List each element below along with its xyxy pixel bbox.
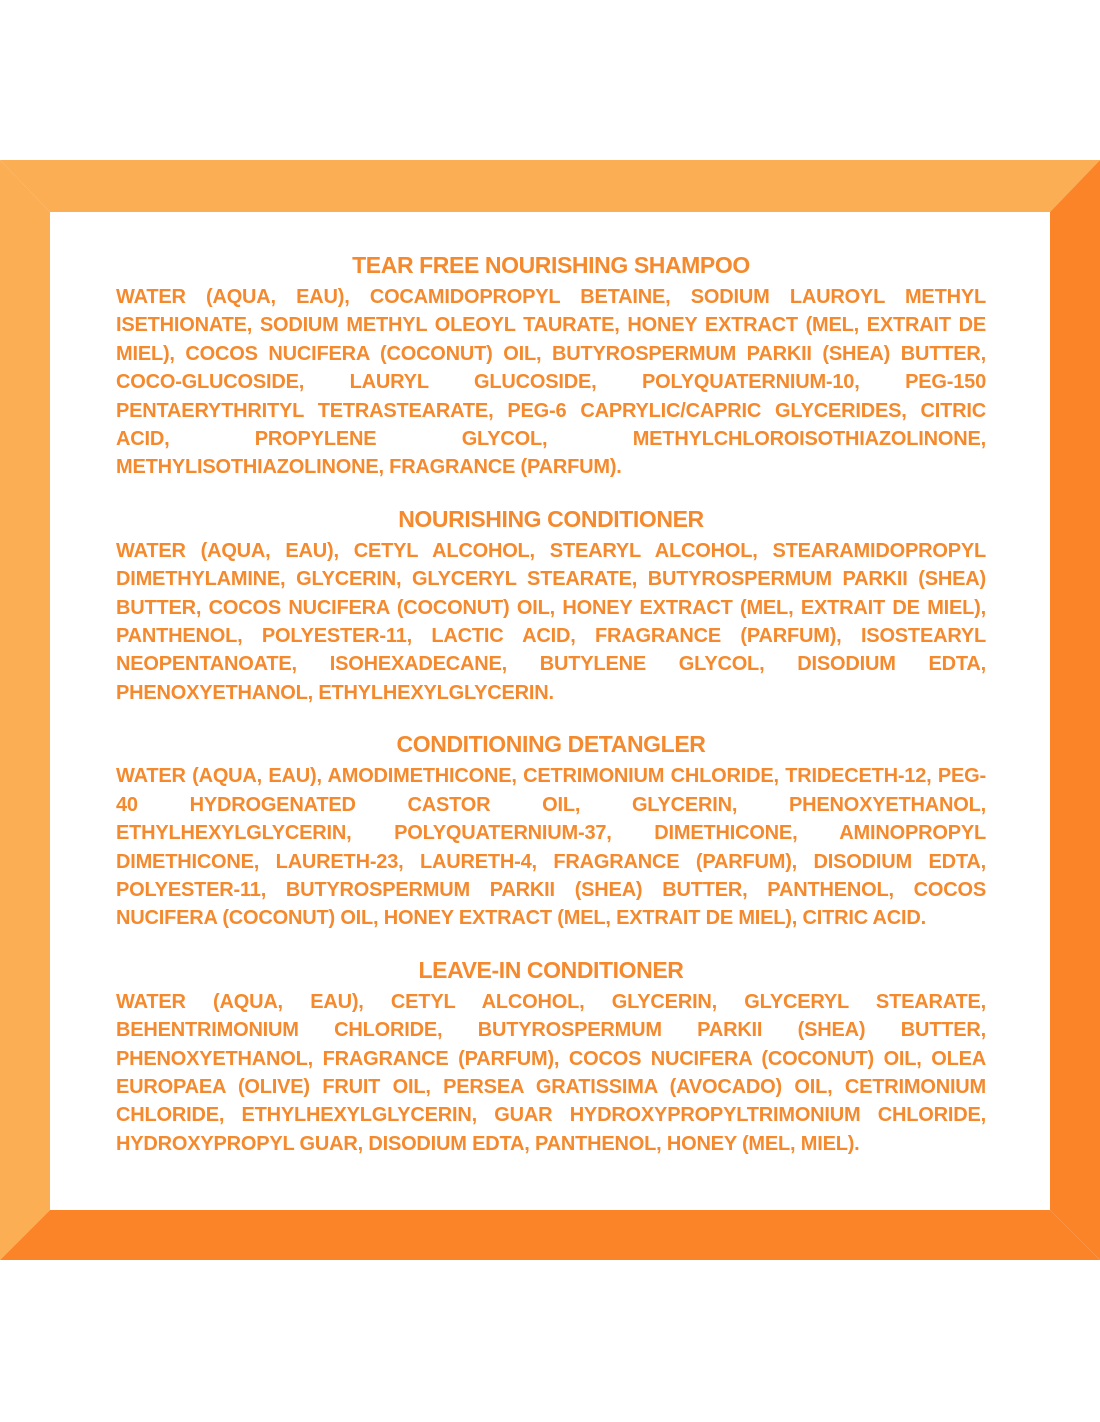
- orange-frame: [0, 160, 1100, 1260]
- conditioner-title: NOURISHING CONDITIONER: [398, 505, 704, 532]
- leave-in-title: LEAVE-IN CONDITIONER: [418, 956, 684, 983]
- detangler-section: [116, 729, 986, 932]
- frame-left-bevel: [0, 160, 50, 1260]
- detangler-ingredients: WATER (AQUA, EAU), AMODIMETHICONE, CETRIMONIUM CHLORIDE, TRIDECETH-12, PEG-40 HYDROGENATED CASTOR OIL, GLYCERIN, PHENOXYETHANOL, ETHYLHEXYLGLYCERIN, POLYQUATERNIUM-37, DIMETHICONE, AMINOPROPYL DIMETHICONE, LAURETH-23, LAURETH-4, FRAGRANCE (PARFUM), DISODIUM EDTA, POLYESTER-11, BUTYROSPERMUM PARKII (SHEA) BUTTER, PANTHENOL, COCOS NUCIFERA (COCONUT) OIL, HONEY EXTRACT (MEL, EXTRAIT DE MIEL), CITRIC ACID.: [116, 765, 986, 930]
- frame-bottom-bevel: [0, 1210, 1100, 1260]
- leave-in-section: [116, 955, 986, 1158]
- conditioner-ingredients: WATER (AQUA, EAU), CETYL ALCOHOL, STEARYL ALCOHOL, STEARAMIDOPROPYL DIMETHYLAMINE, GLYCERIN, GLYCERYL STEARATE, BUTYROSPERMUM PARKII (SHEA) BUTTER, COCOS NUCIFERA (COCONUT) OIL, HONEY EXTRACT (MEL, EXTRAIT DE MIEL), PANTHENOL, POLYESTER-11, LACTIC ACID, FRAGRANCE (PARFUM), ISOSTEARYL NEOPENTANOATE, ISOHEXADECANE, BUTYLENE GLYCOL, DISODIUM EDTA, PHENOXYETHANOL, ETHYLHEXYLGLYCERIN.: [116, 539, 986, 704]
- conditioner-section: [116, 504, 986, 707]
- shampoo-ingredients: WATER (AQUA, EAU), COCAMIDOPROPYL BETAINE, SODIUM LAUROYL METHYL ISETHIONATE, SODIUM METHYL OLEOYL TAURATE, HONEY EXTRACT (MEL, EXTRAIT DE MIEL), COCOS NUCIFERA (COCONUT) OIL, BUTYROSPERMUM PARKII (SHEA) BUTTER, COCO-GLUCOSIDE, LAURYL GLUCOSIDE, POLYQUATERNIUM-10, PEG-150 PENTAERYTHRITYL TETRASTEARATE, PEG-6 CAPRYLIC/CAPRIC GLYCERIDES, CITRIC ACID, PROPYLENE GLYCOL, METHYLCHLOROISOTHIAZOLINONE, METHYLISOTHIAZOLINONE, FRAGRANCE (PARFUM).: [116, 286, 986, 479]
- shampoo-section: [116, 250, 986, 482]
- leave-in-ingredients: WATER (AQUA, EAU), CETYL ALCOHOL, GLYCERIN, GLYCERYL STEARATE, BEHENTRIMONIUM CHLORIDE, BUTYROSPERMUM PARKII (SHEA) BUTTER, PHENOXYETHANOL, FRAGRANCE (PARFUM), COCOS NUCIFERA (COCONUT) OIL, OLEA EUROPAEA (OLIVE) FRUIT OIL, PERSEA GRATISSIMA (AVOCADO) OIL, CETRIMONIUM CHLORIDE, ETHYLHEXYLGLYCERIN, GUAR HYDROXYPROPYLTRIMONIUM CHLORIDE, HYDROXYPROPYL GUAR, DISODIUM EDTA, PANTHENOL, HONEY (MEL, MIEL).: [116, 990, 986, 1155]
- ingredients-content: [116, 250, 986, 1180]
- frame-right-bevel: [1050, 160, 1100, 1260]
- ingredients-panel: [50, 212, 1050, 1210]
- frame-top-bevel: [0, 160, 1100, 212]
- shampoo-title: TEAR FREE NOURISHING SHAMPOO: [352, 252, 750, 278]
- detangler-title: CONDITIONING DETANGLER: [396, 731, 706, 758]
